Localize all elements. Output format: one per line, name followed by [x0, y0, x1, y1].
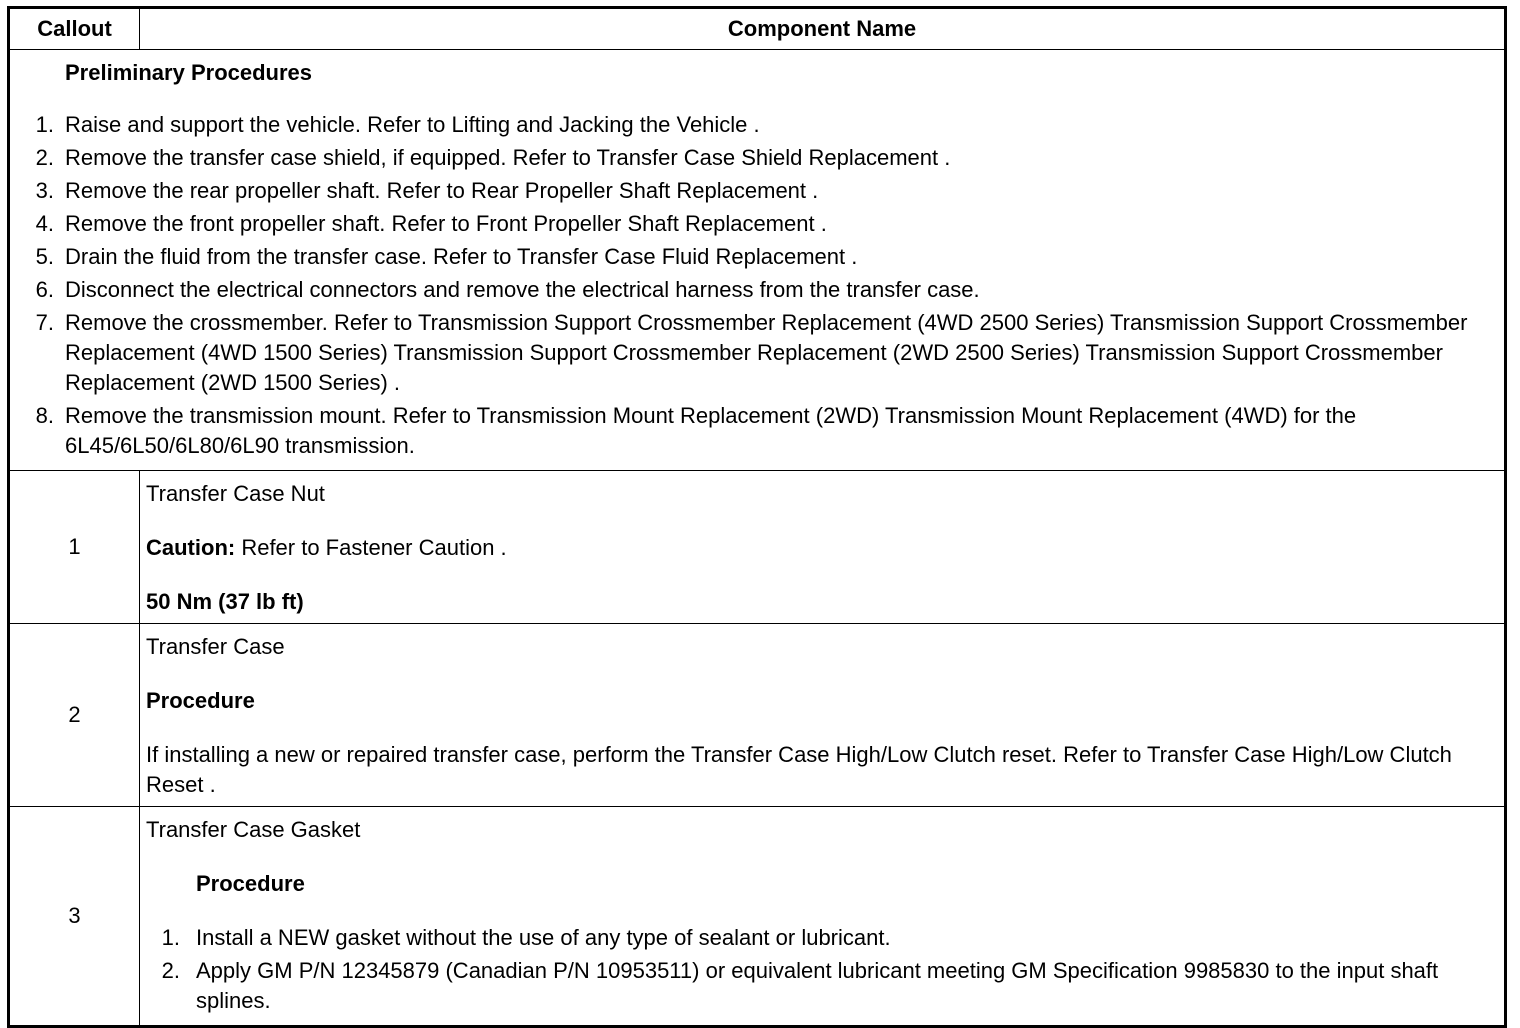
list-item [26, 275, 1494, 305]
list-item [26, 110, 1494, 140]
step-number: 4. [35, 211, 54, 236]
step-number: 1. [35, 112, 54, 137]
step-number: 5. [35, 244, 54, 269]
list-item [26, 176, 1494, 206]
step-text: Remove the transmission mount. Refer to Transmission Mount Replacement (2WD) Transmission Mount Replacement (4WD) for the 6L45/6L50/6L80/6L90 transmission. [65, 403, 1357, 458]
torque-spec: 50 Nm (37 lb ft) [146, 589, 304, 614]
table-row [9, 471, 1506, 624]
component-cell [140, 624, 1506, 807]
preliminary-steps-list [26, 110, 1494, 461]
list-item [26, 143, 1494, 173]
component-name-column-header: Component Name [140, 8, 1506, 50]
table-header-row [9, 8, 1506, 50]
component-table [7, 6, 1507, 1028]
procedure-heading: Procedure [196, 871, 305, 896]
component-cell [140, 807, 1506, 1027]
component-name: Transfer Case Gasket [146, 817, 361, 842]
step-number: 3. [35, 178, 54, 203]
preliminary-procedures-cell [9, 50, 1506, 471]
caution-note [146, 533, 1496, 563]
step-text: Apply GM P/N 12345879 (Canadian P/N 10953511) or equivalent lubricant meeting GM Specification 9985830 to the input shaft splines. [196, 958, 1439, 1013]
caution-label: Caution: [146, 535, 236, 560]
step-number: 8. [35, 403, 54, 428]
list-item [26, 308, 1494, 398]
callout-column-header: Callout [9, 8, 140, 50]
procedure-text: If installing a new or repaired transfer case, perform the Transfer Case High/Low Clutch reset. Refer to Transfer Case High/Low Clutch Reset . [146, 742, 1452, 797]
component-name: Transfer Case [146, 634, 285, 659]
list-item [26, 209, 1494, 239]
step-number: 7. [35, 310, 54, 335]
list-item [26, 401, 1494, 461]
step-text: Remove the crossmember. Refer to Transmission Support Crossmember Replacement (4WD 2500 Series) Transmission Support Crossmember Replacement (4WD 1500 Series) Transmission Support Crossmember Replacement (2WD 2500 Series) Transmission Support Crossmember Replacement (2WD 1500 Series) . [65, 310, 1468, 395]
step-text: Remove the transfer case shield, if equipped. Refer to Transfer Case Shield Replacement . [65, 145, 951, 170]
callout-number: 1 [9, 471, 140, 624]
procedure-steps-list [146, 923, 1496, 1016]
step-text: Raise and support the vehicle. Refer to Lifting and Jacking the Vehicle . [65, 112, 760, 137]
procedure-heading: Procedure [146, 688, 255, 713]
component-name: Transfer Case Nut [146, 481, 325, 506]
component-cell [140, 471, 1506, 624]
step-number: 2. [35, 145, 54, 170]
caution-text: Refer to Fastener Caution . [235, 535, 507, 560]
preliminary-procedures-row [9, 50, 1506, 471]
step-number: 2. [161, 958, 180, 983]
step-text: Remove the rear propeller shaft. Refer to Rear Propeller Shaft Replacement . [65, 178, 819, 203]
list-item [146, 956, 1496, 1016]
step-text: Remove the front propeller shaft. Refer to Front Propeller Shaft Replacement . [65, 211, 827, 236]
list-item [146, 923, 1496, 953]
preliminary-procedures-title: Preliminary Procedures [65, 60, 313, 85]
callout-number: 2 [9, 624, 140, 807]
step-text: Disconnect the electrical connectors and remove the electrical harness from the transfer case. [65, 277, 980, 302]
list-item [26, 242, 1494, 272]
step-text: Drain the fluid from the transfer case. Refer to Transfer Case Fluid Replacement . [65, 244, 858, 269]
callout-number: 3 [9, 807, 140, 1027]
step-number: 1. [161, 925, 180, 950]
step-number: 6. [35, 277, 54, 302]
step-text: Install a NEW gasket without the use of any type of sealant or lubricant. [196, 925, 891, 950]
table-row [9, 624, 1506, 807]
table-row [9, 807, 1506, 1027]
